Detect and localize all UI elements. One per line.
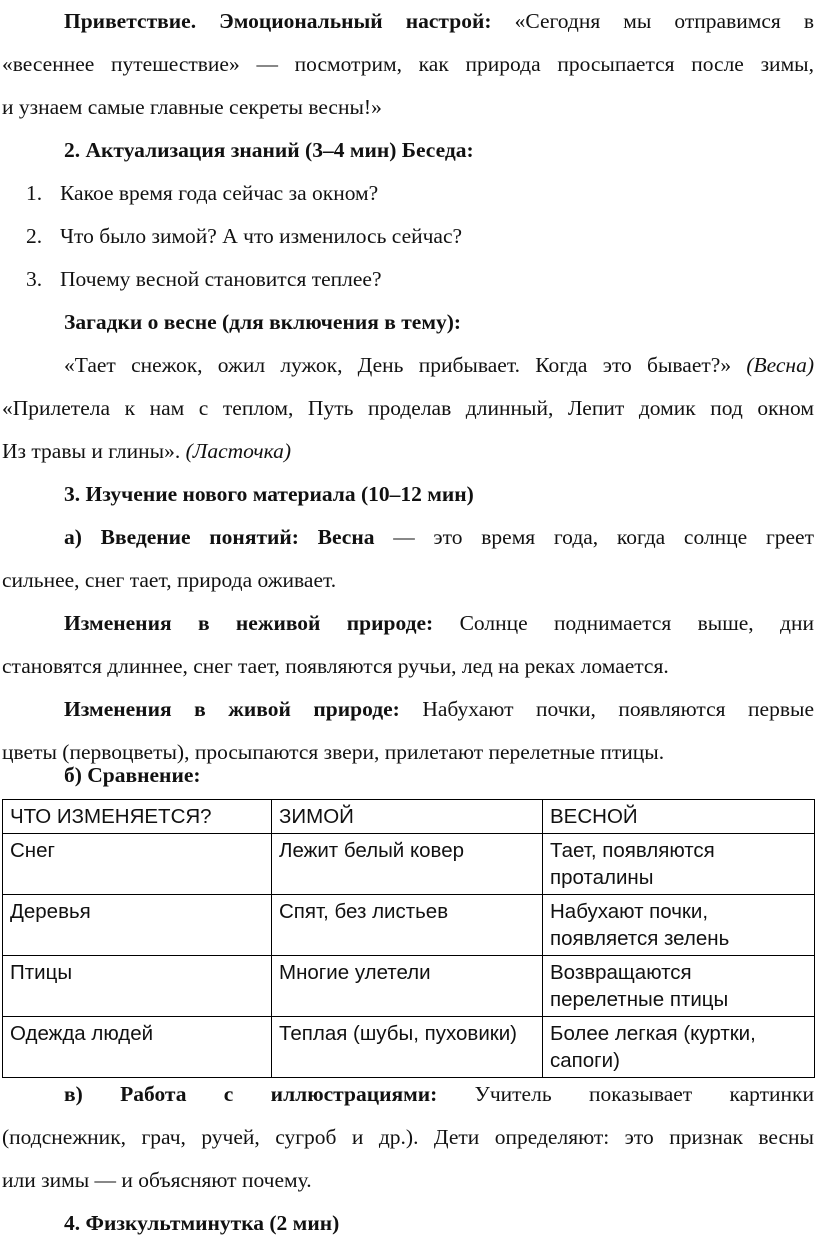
illustrations-text-1: Учитель показывает картинки (474, 1082, 814, 1106)
greeting-text-1: «Сегодня мы отправимся в (514, 9, 815, 33)
table-cell: Деревья (3, 895, 272, 956)
riddle-1 (2, 344, 814, 387)
table-row (3, 956, 815, 1017)
question-item-2 (26, 215, 806, 258)
table-cell: Птицы (3, 956, 272, 1017)
table-header-cell: ЧТО ИЗМЕНЯЕТСЯ? (3, 800, 272, 834)
nonliving-line-1 (2, 602, 814, 645)
living-text-1: Набухают почки, появляются первые (422, 697, 814, 721)
riddle-1-text: «Тает снежок, ожил лужок, День прибывает. Когда это бывает?» (64, 353, 732, 377)
concepts-line-1 (2, 516, 814, 559)
illustrations-label: в) Работа с иллюстрациями: (64, 1082, 438, 1106)
comparison-table (2, 799, 815, 1078)
table-row (3, 834, 815, 895)
living-line-2: цветы (первоцветы), просыпаются звери, прилетают перелетные птицы. (2, 740, 665, 764)
question-number: 3. (26, 267, 43, 291)
question-text: Что было зимой? А что изменилось сейчас? (60, 224, 463, 248)
question-number: 1. (26, 181, 43, 205)
riddle-1-answer: (Весна) (746, 353, 814, 377)
living-line-1 (2, 688, 814, 731)
table-header-cell: ВЕСНОЙ (543, 800, 815, 834)
section-4-heading: 4. Физкультминутка (2 мин) (64, 1211, 340, 1235)
section-3-heading: 3. Изучение нового материала (10–12 мин) (64, 482, 474, 506)
illustrations-line-1 (2, 1073, 814, 1116)
greeting-line-3: и узнаем самые главные секреты весны!» (2, 95, 382, 119)
table-row (3, 895, 815, 956)
table-cell: Теплая (шубы, пуховики) (272, 1017, 543, 1078)
section-2-heading: 2. Актуализация знаний (3–4 мин) Беседа: (64, 138, 474, 162)
riddle-2-text: Из травы и глины». (2, 439, 181, 463)
question-text: Почему весной становится теплее? (60, 267, 382, 291)
riddle-2-line-2 (2, 430, 814, 473)
nonliving-line-2: становятся длиннее, снег тает, появляются ручьи, лед на реках ломается. (2, 654, 669, 678)
table-header-row (3, 800, 815, 834)
riddles-heading: Загадки о весне (для включения в тему): (64, 310, 462, 334)
table-row (3, 1017, 815, 1078)
riddle-2-line-1: «Прилетела к нам с теплом, Путь проделав длинный, Лепит домик под окном (2, 396, 814, 420)
illustrations-line-3: или зимы — и объясняют почему. (2, 1168, 312, 1192)
table-cell: Набухают почки, появляется зелень (543, 895, 815, 956)
table-cell: Спят, без листьев (272, 895, 543, 956)
concepts-text-1: — это время года, когда солнце греет (393, 525, 814, 549)
living-label: Изменения в живой природе: (64, 697, 400, 721)
table-cell: Одежда людей (3, 1017, 272, 1078)
greeting-line-1 (2, 0, 814, 43)
table-cell: Возвращаются перелетные птицы (543, 956, 815, 1017)
riddle-2-answer: (Ласточка) (185, 439, 292, 463)
nonliving-label: Изменения в неживой природе: (64, 611, 434, 635)
table-cell: Более легкая (куртки, сапоги) (543, 1017, 815, 1078)
question-text: Какое время года сейчас за окном? (60, 181, 379, 205)
greeting-line-2: «весеннее путешествие» — посмотрим, как природа просыпается после зимы, (2, 52, 814, 76)
table-cell: Тает, появляются проталины (543, 834, 815, 895)
question-item-1 (26, 172, 806, 215)
question-item-3 (26, 258, 806, 301)
illustrations-line-2: (подснежник, грач, ручей, сугроб и др.). Дети определяют: это признак весны (2, 1125, 814, 1149)
question-number: 2. (26, 224, 43, 248)
concepts-line-2: сильнее, снег тает, природа оживает. (2, 568, 337, 592)
table-header-cell: ЗИМОЙ (272, 800, 543, 834)
comparison-heading: б) Сравнение: (64, 763, 201, 787)
nonliving-text-1: Солнце поднимается выше, дни (459, 611, 815, 635)
table-cell: Лежит белый ковер (272, 834, 543, 895)
table-cell: Снег (3, 834, 272, 895)
greeting-label: Приветствие. Эмоциональный настрой: (64, 9, 492, 33)
table-cell: Многие улетели (272, 956, 543, 1017)
concepts-label: а) Введение понятий: Весна (64, 525, 375, 549)
